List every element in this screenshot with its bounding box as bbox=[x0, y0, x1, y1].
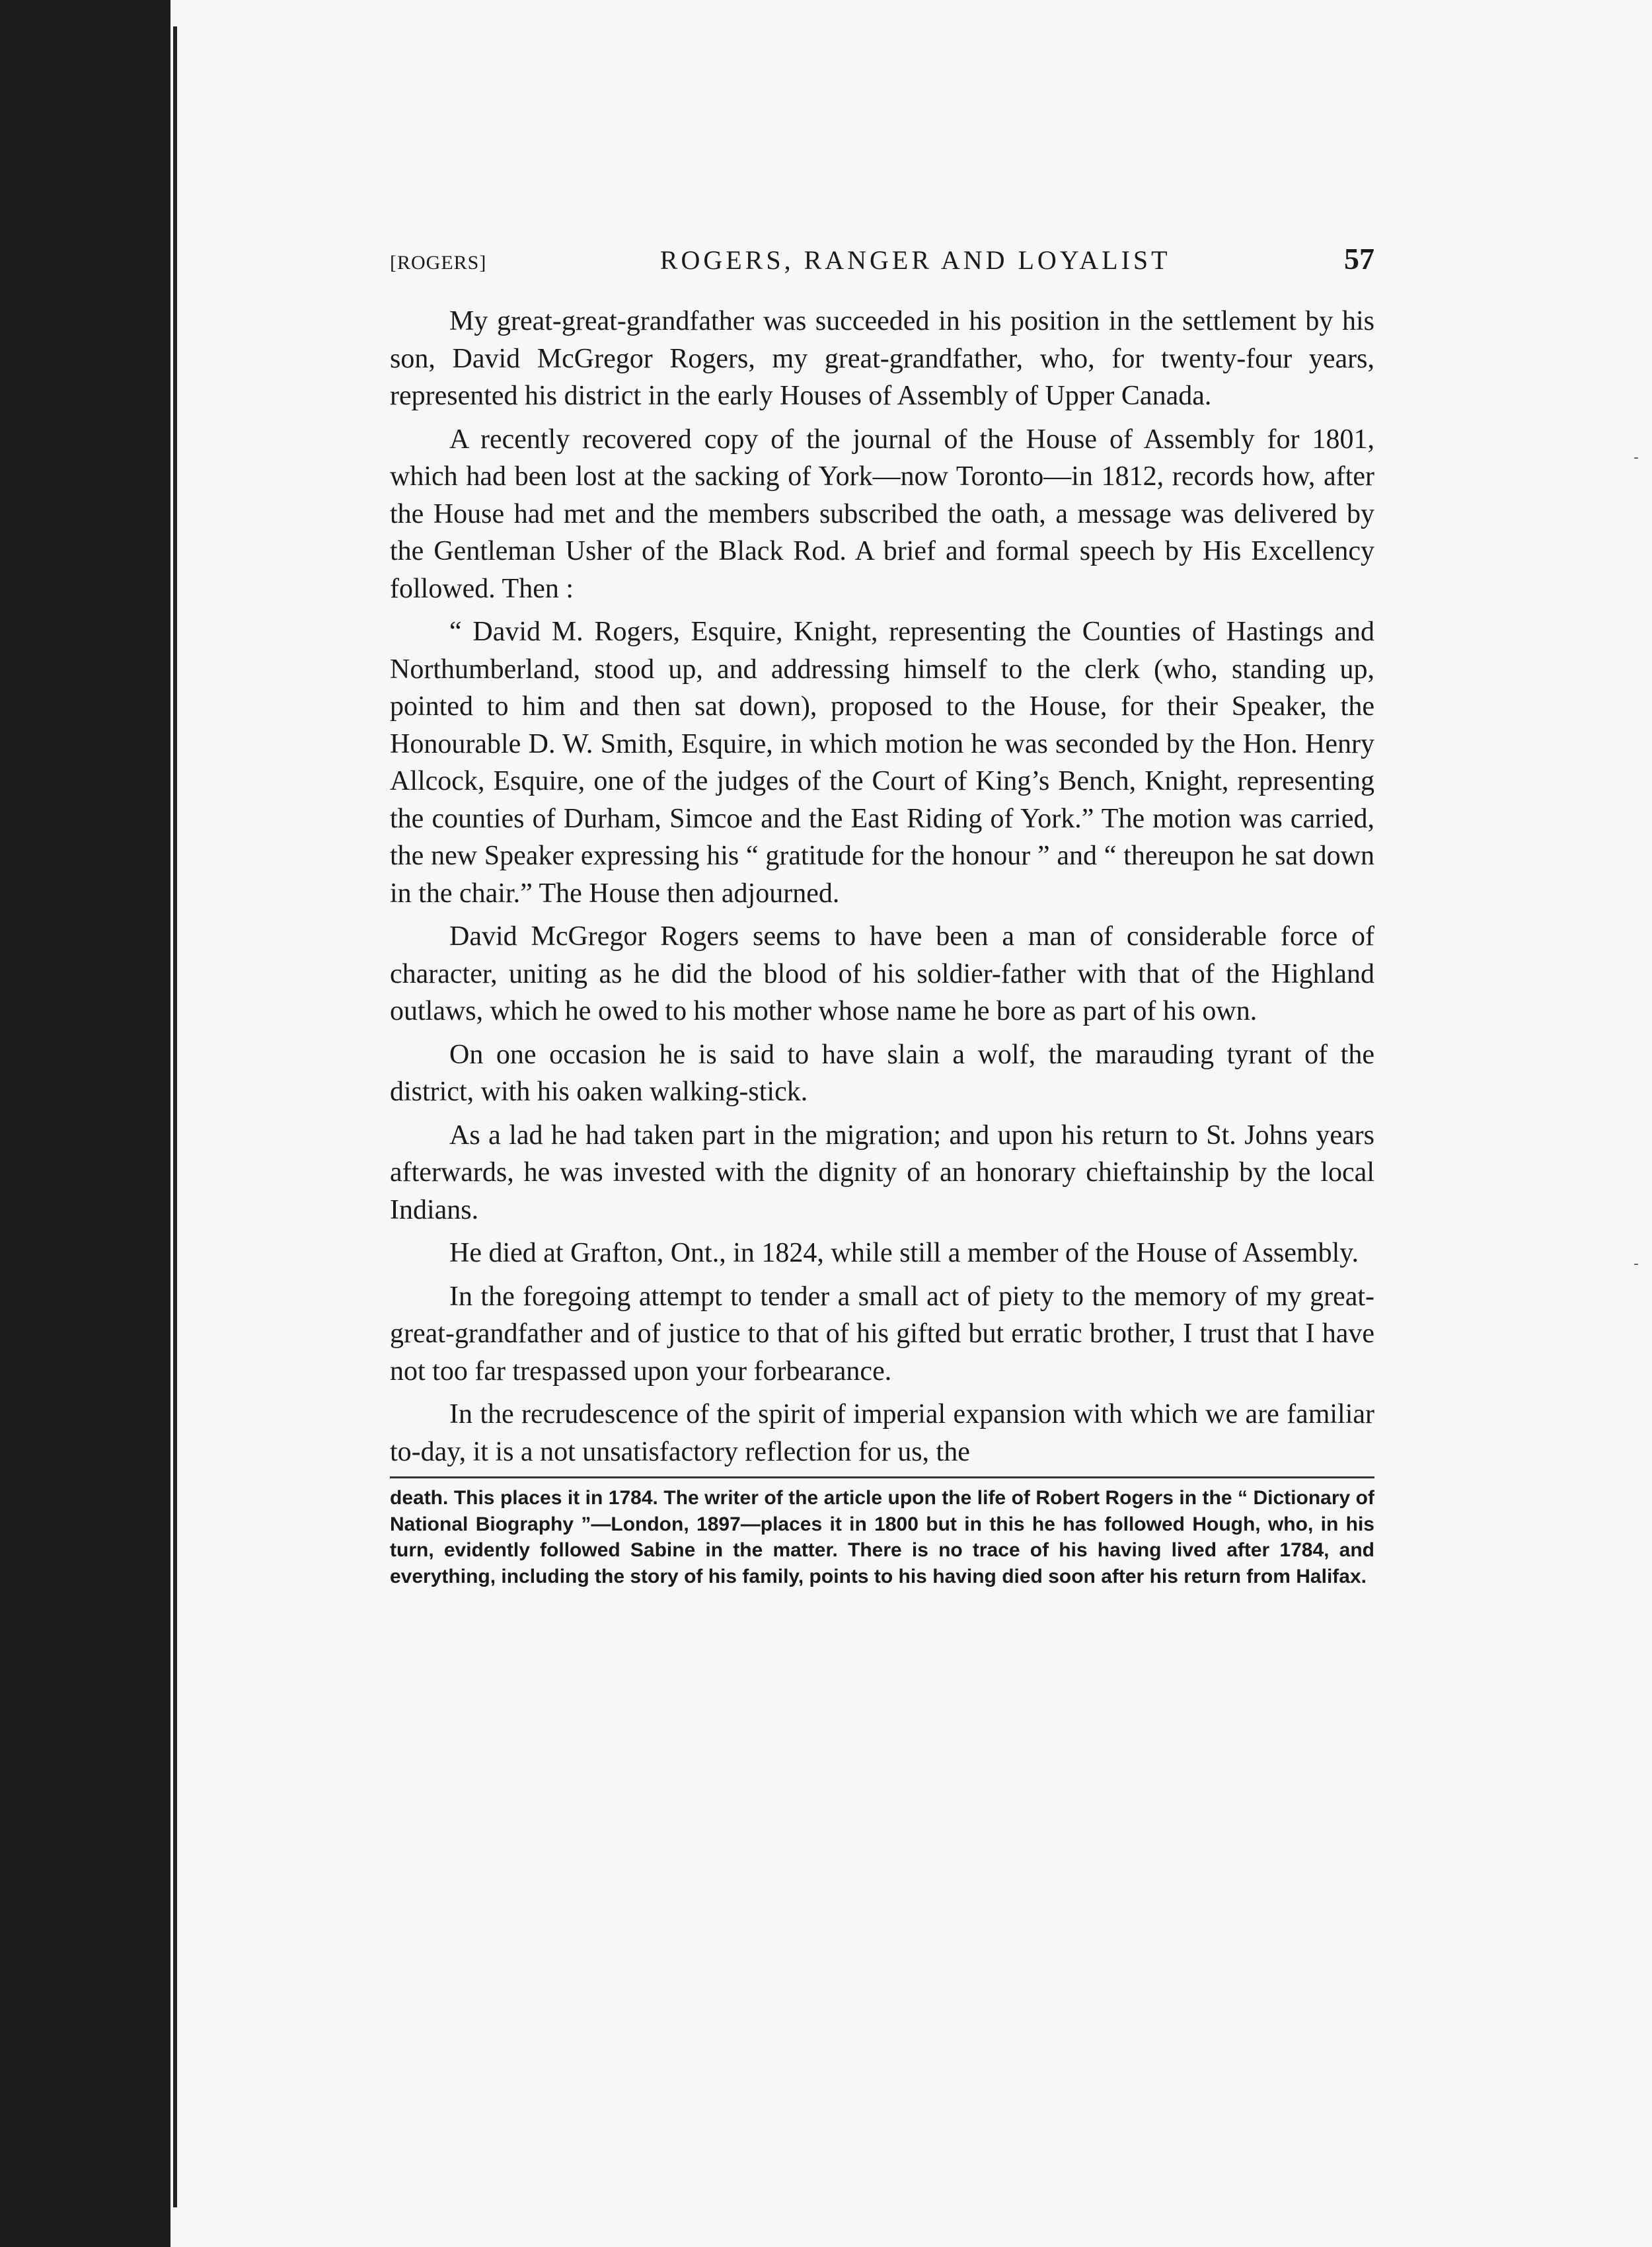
footnote: death. This places it in 1784. The writer of the article upon the life of Robert Rogers in the “ Dictionary of National Biography ”—London, 1897—places it in 1800 but in this he has followed Hough, who, in his turn, evidently followed Sabine in the matter. There is no trace of his having lived after 1784, and everything, including the story of his family, points to his having died soon after his return from Halifax. bbox=[390, 1487, 1374, 1587]
paragraph: On one occasion he is said to have slain a wolf, the marauding tyrant of the district, with his oaken walking-stick. bbox=[390, 1039, 1374, 1107]
paragraph: In the recrudescence of the spirit of imperial expansion with which we are familiar to-day, it is a not unsatisfactory reflection for us, the bbox=[390, 1399, 1374, 1467]
body-text bbox=[390, 303, 1374, 1470]
paragraph: As a lad he had taken part in the migration; and upon his return to St. Johns years afterwards, he was invested with the dignity of an honorary chieftainship by the local Indians. bbox=[390, 1120, 1374, 1225]
binding-edge bbox=[173, 26, 177, 2207]
running-head-tag: [ROGERS] bbox=[390, 252, 487, 274]
margin-smudge: - bbox=[1633, 449, 1639, 466]
paragraph: David McGregor Rogers seems to have been a man of considerable force of character, uniting as he did the blood of his soldier-father with that of the Highland outlaws, which he owed to his mother whose name he bore as part of his own. bbox=[390, 921, 1374, 1026]
paragraph: A recently recovered copy of the journal of the House of Assembly for 1801, which had been lost at the sacking of York—now Toronto—in 1812, records how, after the House had met and the members subscribed the oath, a message was delivered by the Gentleman Usher of the Black Rod. A brief and formal speech by His Excellency followed. Then : bbox=[390, 424, 1374, 604]
paragraph: My great-great-grandfather was succeeded in his position in the settlement by his son, David McGregor Rogers, my great-grandfather, who, for twenty-four years, represented his district in the early Houses of Assembly of Upper Canada. bbox=[390, 306, 1374, 411]
paragraph: He died at Grafton, Ont., in 1824, while still a member of the House of Assembly. bbox=[449, 1238, 1359, 1268]
running-head bbox=[390, 241, 1374, 276]
paragraph: “ David M. Rogers, Esquire, Knight, representing the Counties of Hastings and Northumberland, stood up, and addressing himself to the clerk (who, standing up, pointed to him and then sat down), proposed to the House, for their Speaker, the Honourable D. W. Smith, Esquire, in which motion he was seconded by the Hon. Henry Allcock, Esquire, one of the judges of the Court of King’s Bench, Knight, representing the counties of Durham, Simcoe and the East Riding of York.” The motion was carried, the new Speaker expressing his “ gratitude for the honour ” and “ thereupon he sat down in the chair.” The House then adjourned. bbox=[390, 617, 1374, 909]
running-head-title: ROGERS, RANGER AND LOYALIST bbox=[659, 245, 1171, 275]
page-number: 57 bbox=[1344, 242, 1374, 276]
footnote-rule bbox=[390, 1476, 1374, 1478]
text-column bbox=[390, 241, 1374, 1589]
paragraph: In the foregoing attempt to tender a small act of piety to the memory of my great-great-grandfather and of justice to that of his gifted but erratic brother, I trust that I have not too far trespassed upon your forbearance. bbox=[390, 1281, 1374, 1387]
margin-smudge: - bbox=[1633, 1256, 1639, 1272]
